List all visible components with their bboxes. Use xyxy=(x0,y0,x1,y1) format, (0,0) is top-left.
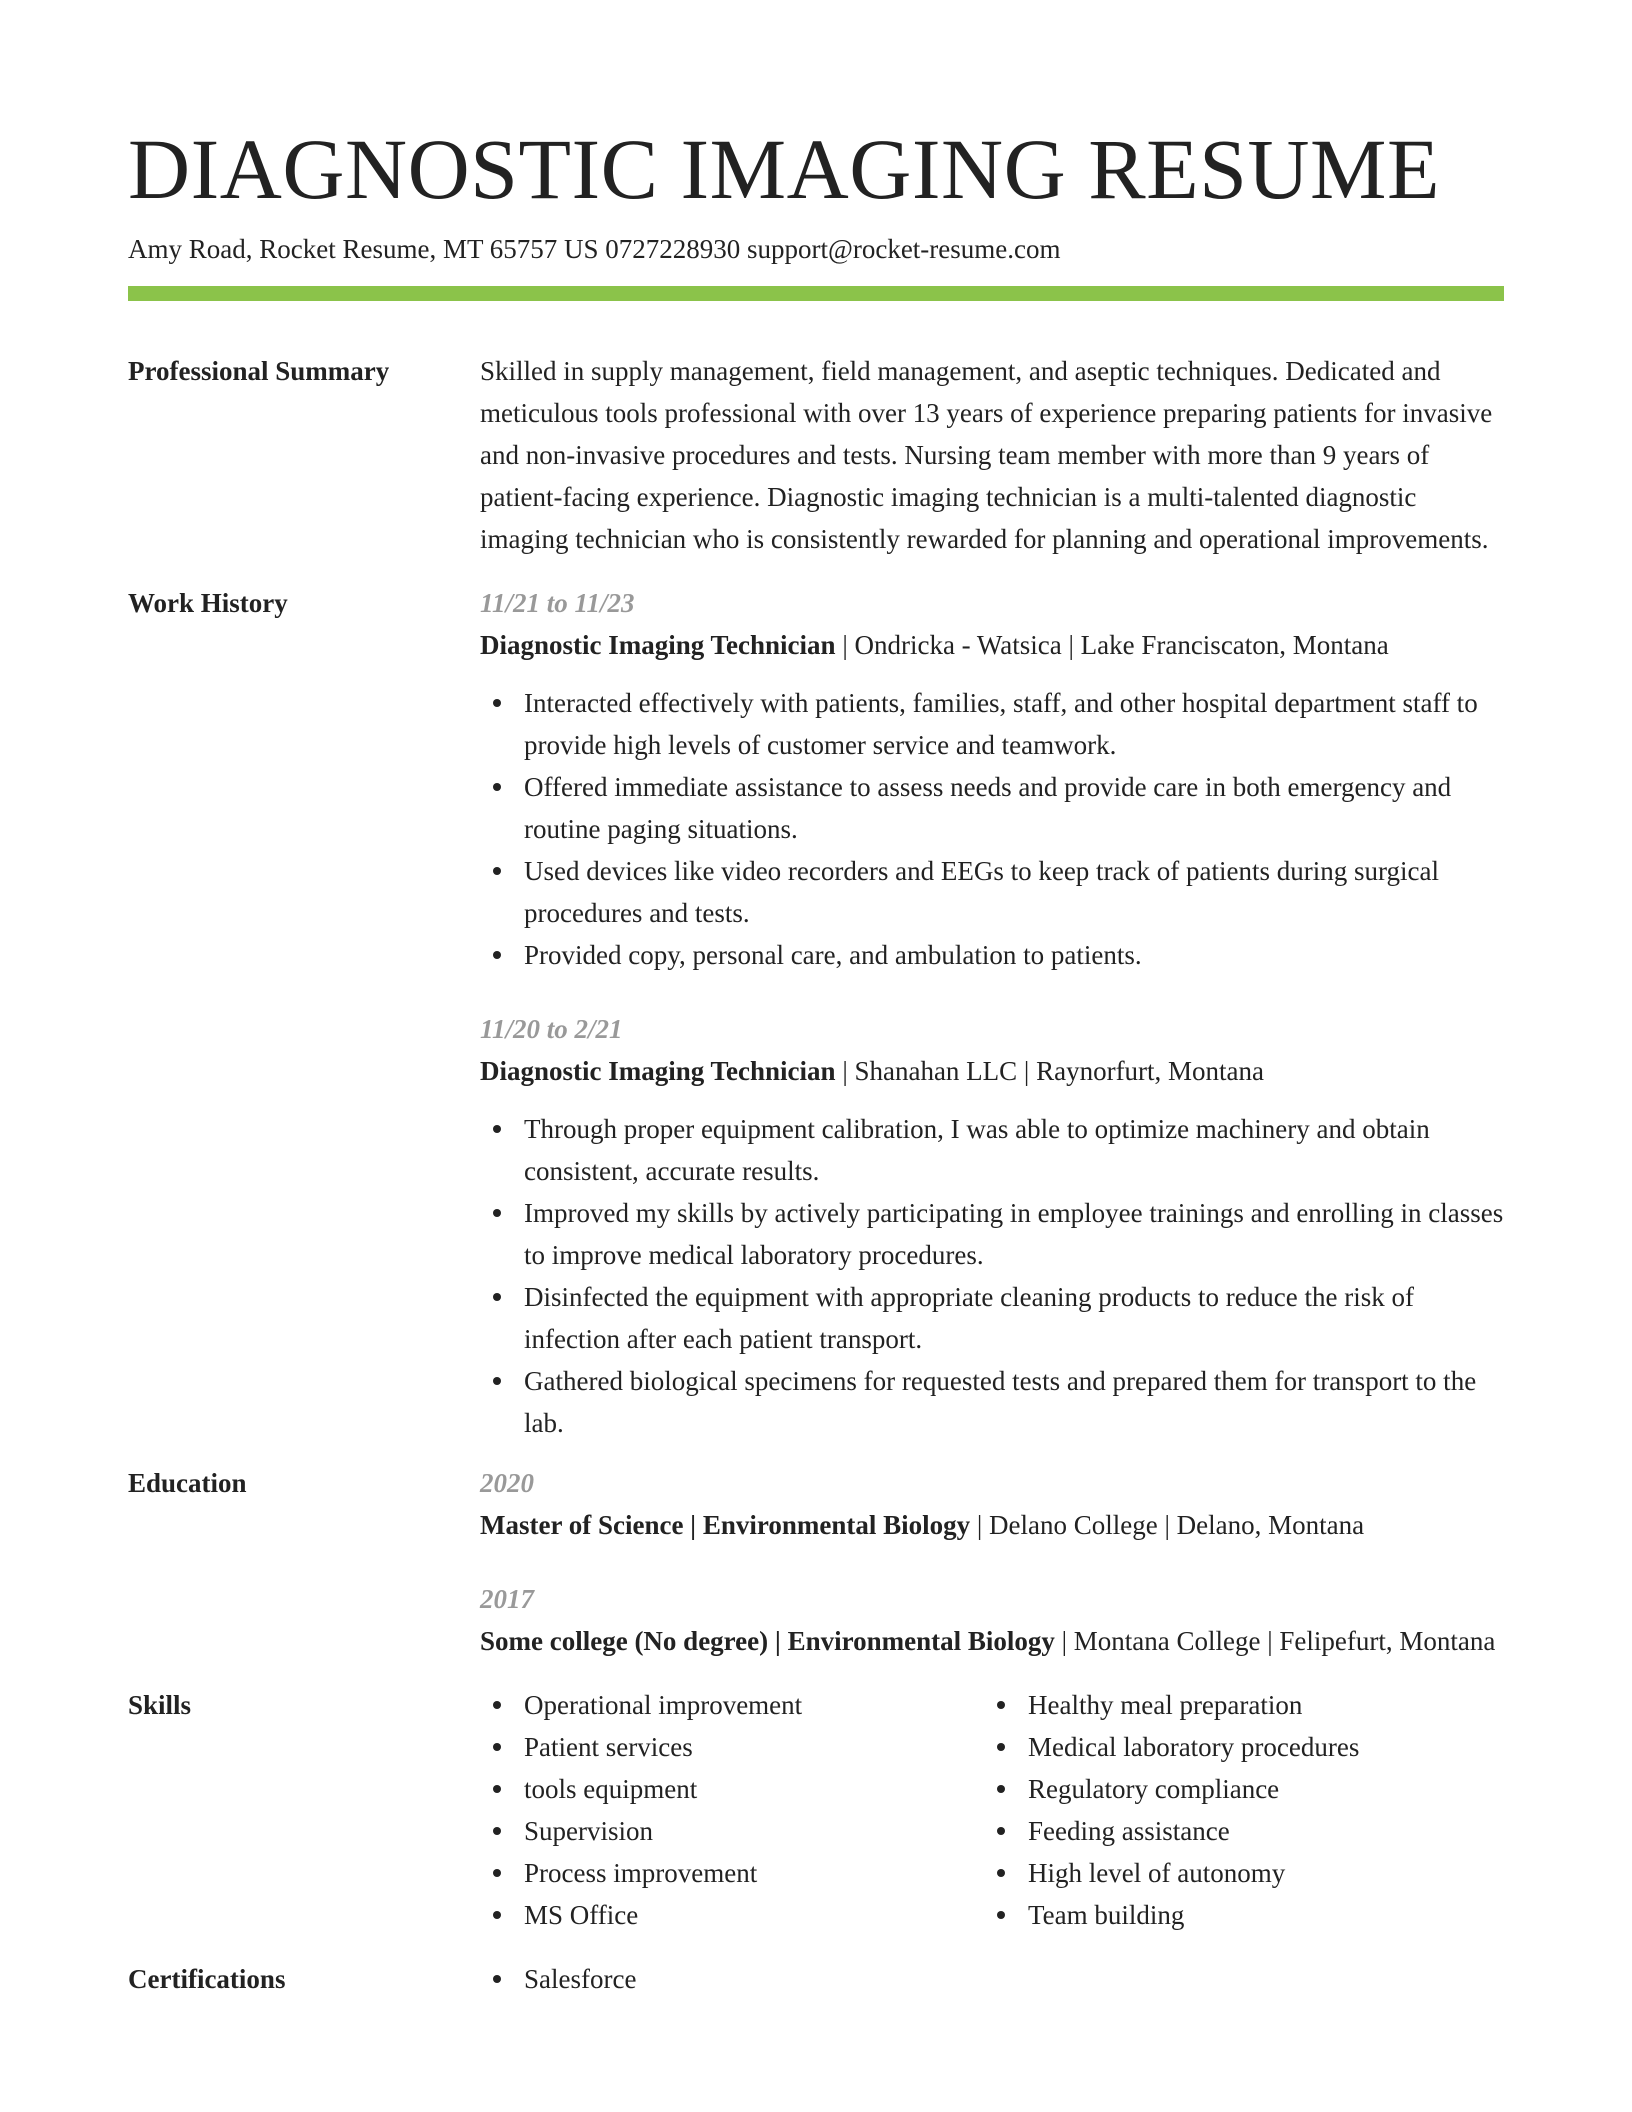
education-date: 2020 xyxy=(480,1468,534,1498)
list-item: Supervision xyxy=(524,1810,984,1852)
job-bullets xyxy=(480,682,1504,976)
degree: Master of Science | Environmental Biology xyxy=(480,1510,971,1540)
education-entry xyxy=(480,1462,1504,1546)
list-item: tools equipment xyxy=(524,1768,984,1810)
list-item: Disinfected the equipment with appropriate cleaning products to reduce the risk of infection after each patient transport. xyxy=(524,1276,1504,1360)
section-body xyxy=(480,1462,1504,1662)
school-details: | Montana College | Felipefurt, Montana xyxy=(1054,1626,1496,1656)
contact-line: Amy Road, Rocket Resume, MT 65757 US 0727228930 support@rocket-resume.com xyxy=(128,234,1061,264)
job-entry xyxy=(480,1008,1504,1444)
job-title: Diagnostic Imaging Technician xyxy=(480,1056,836,1086)
job-date: 11/20 to 2/21 xyxy=(480,1014,623,1044)
job-details: | Shanahan LLC | Raynorfurt, Montana xyxy=(835,1056,1265,1086)
job-details: | Ondricka - Watsica | Lake Franciscaton, Montana xyxy=(835,630,1389,660)
list-item: High level of autonomy xyxy=(1028,1852,1488,1894)
job-role-line xyxy=(480,624,1504,666)
education-section xyxy=(128,1462,1504,1662)
list-item: Gathered biological specimens for requested tests and prepared them for transport to the lab. xyxy=(524,1360,1504,1444)
job-date: 11/21 to 11/23 xyxy=(480,588,635,618)
degree: Some college (No degree) | Environmental Biology xyxy=(480,1626,1055,1656)
section-label: Certifications xyxy=(128,1964,286,1994)
section-label: Professional Summary xyxy=(128,356,390,386)
list-item: Medical laboratory procedures xyxy=(1028,1726,1488,1768)
skills-list-right xyxy=(984,1684,1488,1936)
list-item: Provided copy, personal care, and ambulation to patients. xyxy=(524,934,1504,976)
job-bullets xyxy=(480,1108,1504,1444)
school-details: | Delano College | Delano, Montana xyxy=(970,1510,1365,1540)
list-item: Regulatory compliance xyxy=(1028,1768,1488,1810)
list-item: Feeding assistance xyxy=(1028,1810,1488,1852)
job-title: Diagnostic Imaging Technician xyxy=(480,630,836,660)
skills-columns xyxy=(480,1684,1504,1936)
list-item: Team building xyxy=(1028,1894,1488,1936)
work-history-section xyxy=(128,582,1504,1444)
education-entry xyxy=(480,1578,1504,1662)
section-body xyxy=(480,350,1504,560)
section-label: Skills xyxy=(128,1690,192,1720)
section-label: Education xyxy=(128,1468,247,1498)
list-item: Improved my skills by actively participating in employee trainings and enrolling in classes to improve medical laboratory procedures. xyxy=(524,1192,1504,1276)
list-item: MS Office xyxy=(524,1894,984,1936)
list-item: Interacted effectively with patients, families, staff, and other hospital department staff to provide high levels of customer service and teamwork. xyxy=(524,682,1504,766)
education-date: 2017 xyxy=(480,1584,534,1614)
list-item: Salesforce xyxy=(524,1958,1504,2000)
skills-list-left xyxy=(480,1684,984,1936)
section-body xyxy=(480,1958,1504,2000)
list-item: Through proper equipment calibration, I was able to optimize machinery and obtain consistent, accurate results. xyxy=(524,1108,1504,1192)
job-entry xyxy=(480,582,1504,976)
skills-section xyxy=(128,1684,1504,1936)
summary-text: Skilled in supply management, field management, and aseptic techniques. Dedicated and meticulous tools professional with over 13 years of experience preparing patients for invasive and non-invasive procedures and tests. Nursing team member with more than 9 years of patient-facing experience. Diagnostic imaging technician is a multi-talented diagnostic imaging technician who is consistently rewarded for planning and operational improvements. xyxy=(480,356,1493,554)
job-role-line xyxy=(480,1050,1504,1092)
resume-title: DIAGNOSTIC IMAGING RESUME xyxy=(128,121,1441,217)
certifications-section xyxy=(128,1958,1504,2000)
list-item: Offered immediate assistance to assess needs and provide care in both emergency and routine paging situations. xyxy=(524,766,1504,850)
list-item: Process improvement xyxy=(524,1852,984,1894)
education-line xyxy=(480,1620,1504,1662)
list-item: Patient services xyxy=(524,1726,984,1768)
list-item: Healthy meal preparation xyxy=(1028,1684,1488,1726)
list-item: Used devices like video recorders and EEGs to keep track of patients during surgical procedures and tests. xyxy=(524,850,1504,934)
section-label: Work History xyxy=(128,588,288,618)
professional-summary-section xyxy=(128,350,1504,560)
list-item: Operational improvement xyxy=(524,1684,984,1726)
resume-sections xyxy=(128,350,1504,2022)
education-line xyxy=(480,1504,1504,1546)
section-body xyxy=(480,582,1504,1444)
section-body xyxy=(480,1684,1504,1936)
certifications-list xyxy=(480,1958,1504,2000)
accent-divider xyxy=(128,286,1504,301)
